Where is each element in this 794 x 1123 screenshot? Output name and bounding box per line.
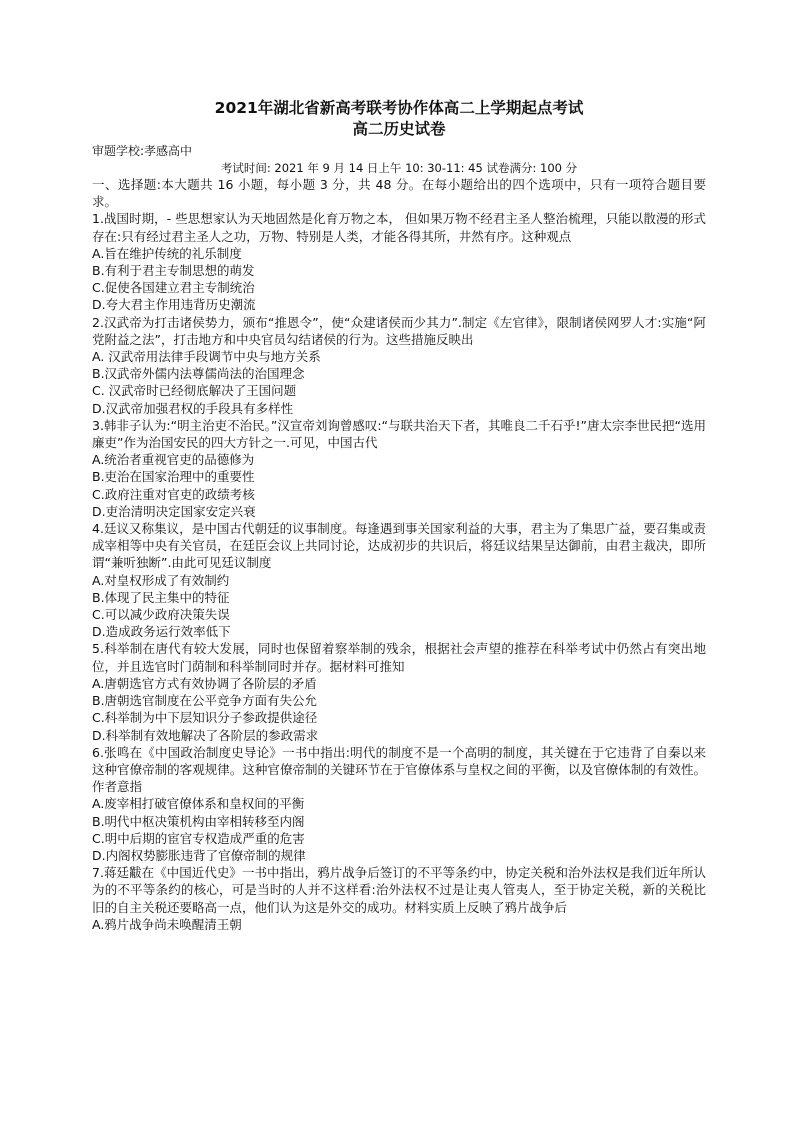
option-a: A.唐朝选官方式有效协调了各阶层的矛盾 — [92, 675, 317, 691]
option-b: B.唐朝选官制度在公平竞争方面有失公允 — [92, 693, 318, 709]
option-a: A.鸦片战争尚未唤醒清王朝 — [92, 916, 242, 932]
question-stem: 3.韩非子认为:“明主治吏不治民。”汉宣帝刘询曾感叹:“与联共治天下者，其唯良二千石乎!”唐太宗李世民把“选用廉吏”作为治国安民的四大方针之一.可见，中国古代 — [92, 417, 706, 451]
option-d: D.造成政务运行效率低下 — [92, 624, 231, 640]
option-b: B.明代中枢决策机构由宰相转移至内阁 — [92, 813, 305, 829]
option-b: B.有利于君主专制思想的萌发 — [92, 263, 255, 279]
question-3 — [92, 417, 706, 520]
option-c: C.促使各国建立君主专制统治 — [92, 280, 255, 296]
question-stem: 2.汉武帝为打击诸侯势力，颁布“推恩令”，使“众建诸侯而少其力”.制定《左官律》，限制诸侯网罗人才:实施“阿党附益之法”，打击地方和中央官员勾结诸侯的行为。这些措施反映出 — [92, 314, 706, 347]
option-b: B.体现了民主集中的特征 — [92, 589, 230, 605]
exam-page — [92, 98, 706, 933]
question-1 — [92, 210, 706, 313]
option-c: C.可以减少政府决策失误 — [92, 607, 230, 623]
option-c: C.科举制为中下层知识分子参政提供途径 — [92, 710, 318, 726]
question-6 — [92, 744, 706, 864]
exam-subtitle: 高二历史试卷 — [352, 120, 446, 138]
option-b: B.汉武帝外儒内法尊儒尚法的治国理念 — [92, 366, 305, 382]
option-d: D.夸大君主作用违背历史潮流 — [92, 297, 256, 313]
option-d: D.吏治清明决定国家安定兴衰 — [92, 503, 256, 519]
question-stem: 7.蒋廷黻在《中国近代史》一书中指出，鸦片战争后签订的不平等条约中，协定关税和治外法权是我们近年所认为的不平等条约的核心，可是当时的人并不这样看:治外法权不过是让夷人管夷人，至于协定关税，新的关税比旧的自主关税还要略高一点，他们认为这是外交的成功。材料实质上反映了鸦片战争后 — [92, 865, 706, 915]
exam-info: 考试时间: 2021 年 9 月 14 日上午 10: 30-11: 45 试卷满分: 100 分 — [220, 161, 578, 175]
option-d: D.汉武帝加强君权的手段具有多样性 — [92, 400, 294, 416]
question-7 — [92, 864, 706, 933]
option-d: D.科举制有效地解决了各阶层的参政需求 — [92, 727, 319, 743]
review-school: 审题学校:孝感高中 — [92, 144, 193, 158]
section-instruction: 一、选择题:本大题共 16 小题，每小题 3 分，共 48 分。在每小题给出的四个选项中，只有一项符合题目要求。 — [92, 177, 706, 210]
option-b: B.吏治在国家治理中的重要性 — [92, 469, 255, 485]
question-stem: 6.张鸣在《中国政治制度史导论》一书中指出:明代的制度不是一个高明的制度，其关键在于它违背了自秦以来这种官僚帝制的客观规律。这种官僚帝制的关键环节在于官僚体系与皇权之间的平衡，以及官僚体制的有效性。作者意指 — [92, 744, 706, 795]
option-c: C.明中后期的宦官专权造成严重的危害 — [92, 830, 305, 846]
question-stem: 1.战国时期，- 些思想家认为天地固然是化育万物之本， 但如果万物不经君主圣人整治梳理，只能以散漫的形式存在:只有经过君主圣人之功，万物、特别是人类，才能各得其所，井然有序。这种观点 — [92, 211, 706, 244]
option-d: D.内阁权势膨胀违背了官僚帝制的规律 — [92, 847, 306, 863]
option-c: C. 汉武帝时已经彻底解决了王国问题 — [92, 383, 297, 399]
exam-title: 2021年湖北省新高考联考协作体高二上学期起点考试 — [214, 99, 584, 117]
option-a: A.对皇权形成了有效制约 — [92, 572, 230, 588]
question-2 — [92, 314, 706, 417]
question-5 — [92, 640, 706, 743]
option-a: A.统治者重视官吏的品德修为 — [92, 452, 255, 468]
option-a: A. 汉武帝用法律手段调节中央与地方关系 — [92, 349, 321, 365]
question-4 — [92, 520, 706, 640]
question-stem: 5.科举制在唐代有较大发展，同时也保留着察举制的残余，根据社会声望的推荐在科举考试中仍然占有突出地位，并且选官时门荫制和科举制同时并存。据材料可推知 — [92, 641, 706, 674]
option-a: A.旨在维护传统的礼乐制度 — [92, 245, 242, 261]
question-stem: 4.廷议又称集议，是中国古代朝廷的议事制度。每逢遇到事关国家利益的大事，君主为了集思广益，要召集或责成宰相等中央有关官员，在廷臣会议上共同讨论，达成初步的共识后，将廷议结果呈达御前，由君主裁决，即所谓“兼听独断”.由此可见廷议制度 — [92, 521, 706, 571]
option-a: A.废宰相打破官僚体系和皇权间的平衡 — [92, 796, 305, 812]
option-c: C.政府注重对官吏的政绩考核 — [92, 486, 255, 502]
